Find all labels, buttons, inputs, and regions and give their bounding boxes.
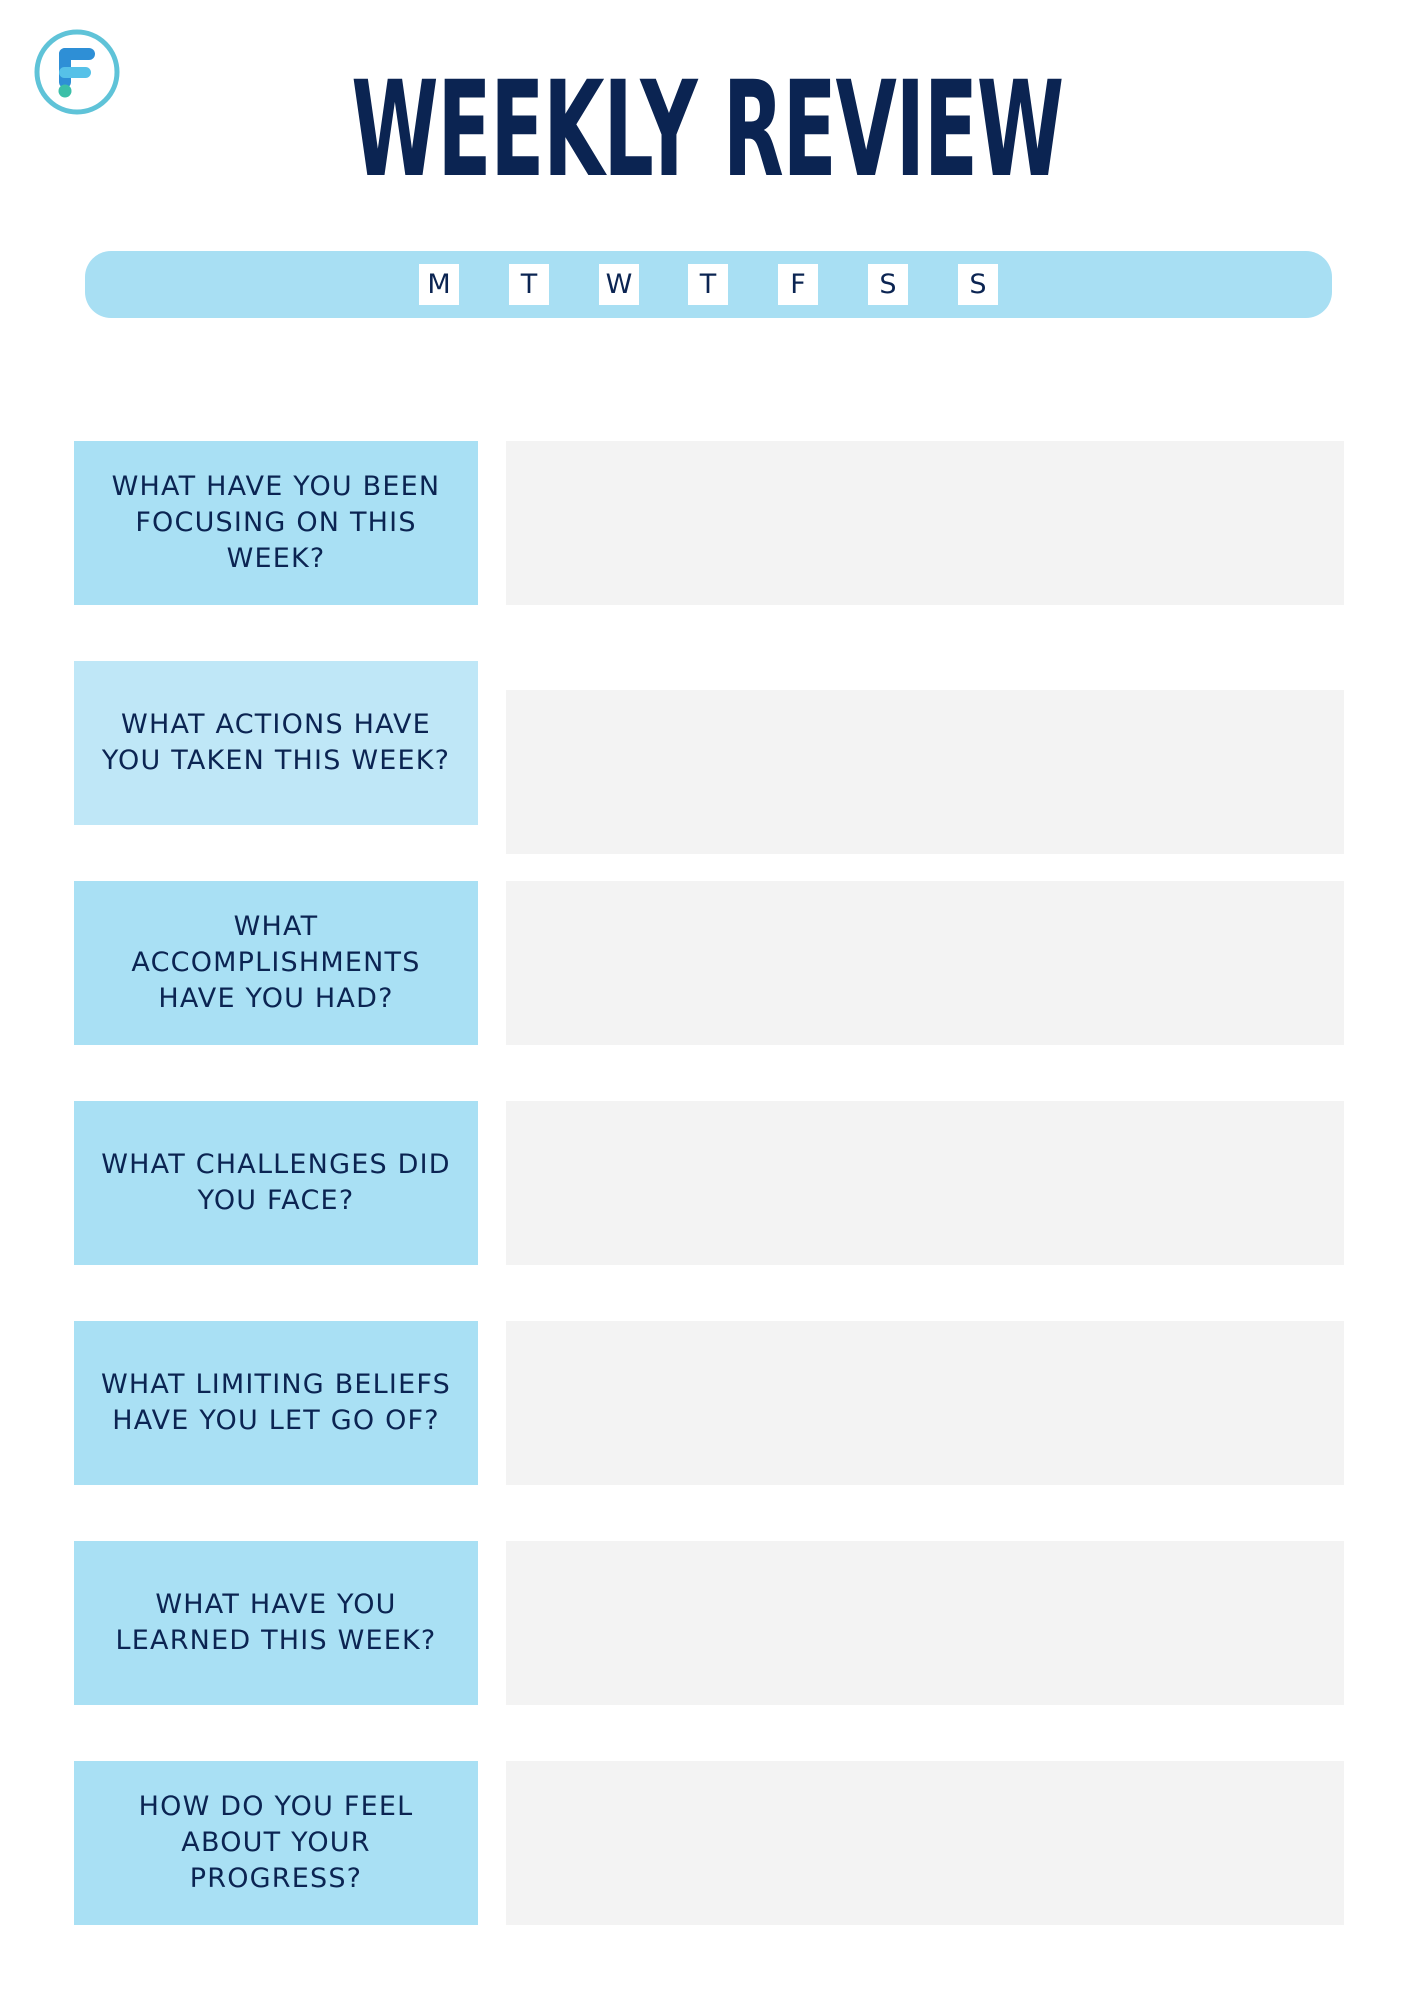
day-saturday-checkbox[interactable]: S [868,264,908,305]
question-label: HOW DO YOU FEEL ABOUT YOUR PROGRESS? [138,1791,414,1894]
answer-field-challenges[interactable] [506,1101,1344,1265]
answer-field-actions[interactable] [506,690,1344,854]
question-label: WHAT LIMITING BELIEFS HAVE YOU LET GO OF? [101,1369,451,1436]
day-thursday-checkbox[interactable]: T [688,264,728,305]
answer-field-limiting-beliefs[interactable] [506,1321,1344,1485]
question-label: WHAT HAVE YOU LEARNED THIS WEEK? [115,1589,437,1656]
question-label: WHAT ACTIONS HAVE YOU TAKEN THIS WEEK? [101,709,451,776]
answer-field-focus[interactable] [506,441,1344,605]
answer-field-progress[interactable] [506,1761,1344,1925]
question-label: WHAT ACCOMPLISHMENTS HAVE YOU HAD? [131,911,421,1014]
question-actions [74,661,478,825]
question-limiting-beliefs [74,1321,478,1485]
day-monday-checkbox[interactable]: M [419,264,459,305]
question-challenges [74,1101,478,1265]
question-label: WHAT HAVE YOU BEEN FOCUSING ON THIS WEEK? [111,471,441,574]
weekday-bar [85,251,1332,318]
page-title: WEEKLY REVIEW [351,53,1063,207]
day-sunday-checkbox[interactable]: S [958,264,998,305]
day-wednesday-checkbox[interactable]: W [599,264,639,305]
day-tuesday-checkbox[interactable]: T [509,264,549,305]
question-focus [74,441,478,605]
question-accomplishments [74,881,478,1045]
question-progress [74,1761,478,1925]
answer-field-accomplishments[interactable] [506,881,1344,1045]
answer-field-learned[interactable] [506,1541,1344,1705]
day-friday-checkbox[interactable]: F [778,264,818,305]
question-label: WHAT CHALLENGES DID YOU FACE? [101,1149,451,1216]
question-learned [74,1541,478,1705]
